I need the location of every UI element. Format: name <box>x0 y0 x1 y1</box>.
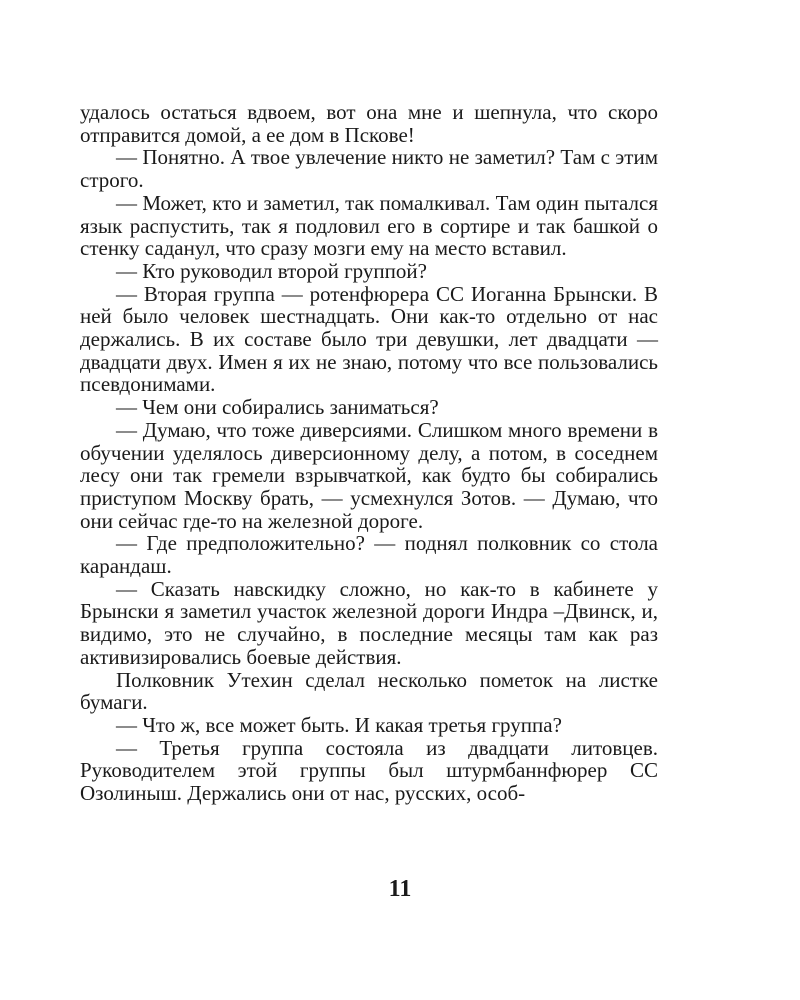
paragraph-8: — Где предположительно? — поднял полковник со стола карандаш. <box>80 531 658 579</box>
paragraph-9: — Сказать навскидку сложно, но как-то в кабинете у Брынски я заметил участок железной дороги Индра –Двинск, и, видимо, это не случайно, в последние месяцы там как раз активизировались боевые действия. <box>80 576 658 669</box>
paragraph-7: — Думаю, что тоже диверсиями. Слишком много времени в обучении уделялось диверсионному делу, а потом, в соседнем лесу они так гремели взрывчаткой, как будто бы собирались приступом Москву брать, — усмехнулся Зотов. — Думаю, что они сейчас где-то на железной дороге. <box>80 417 658 533</box>
paragraph-2: — Понятно. А твое увлечение никто не заметил? Там с этим строго. <box>80 145 658 193</box>
paragraph-11: — Что ж, все может быть. И какая третья группа? <box>116 712 562 737</box>
paragraph-1: удалось остаться вдвоем, вот она мне и шепнула, что скоро отправится домой, а ее дом в Пскове! <box>80 100 658 147</box>
paragraph-3: — Может, кто и заметил, так помалкивал. Там один пытался язык распустить, так я подловил его в сортире и так башкой о стенку саданул, что сразу мозги ему на место вставил. <box>80 190 658 261</box>
page-text-block <box>80 101 658 805</box>
page-number: 11 <box>388 876 412 902</box>
paragraph-5: — Вторая группа — ротенфюрера СС Иоганна Брынски. В ней было человек шестнадцать. Они как-то отдельно от нас держались. В их составе было три девушки, лет двадцати — двадцати двух. Имен я их не знаю, потому что все пользовались псевдонимами. <box>80 281 658 397</box>
paragraph-12: — Третья группа состояла из двадцати литовцев. Руководителем этой группы был штурмбаннфюрер СС Озолиныш. Держались они от нас, русских, особ- <box>80 735 658 806</box>
paragraph-6: — Чем они собирались заниматься? <box>116 395 439 420</box>
paragraph-10: Полковник Утехин сделал несколько пометок на листке бумаги. <box>80 667 658 715</box>
paragraph-4: — Кто руководил второй группой? <box>116 258 427 283</box>
